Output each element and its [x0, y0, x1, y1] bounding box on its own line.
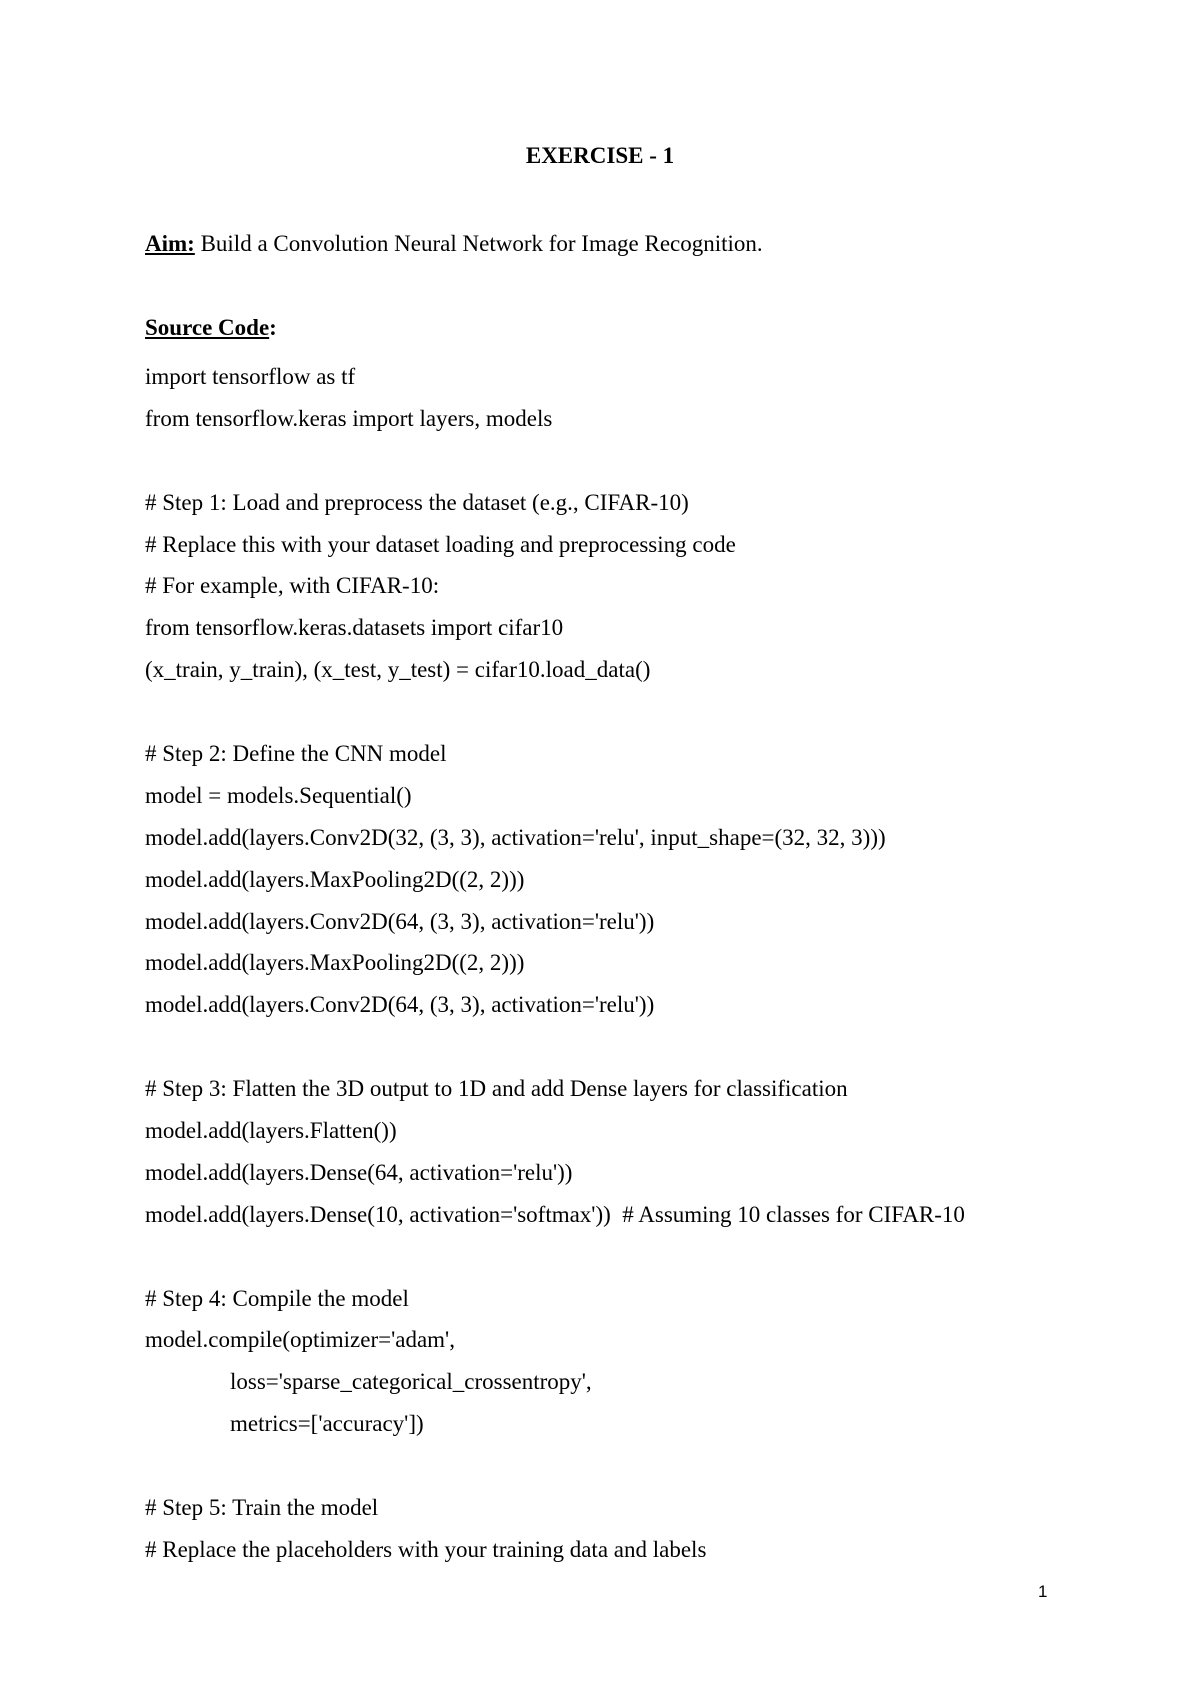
code-line: model.add(layers.Dense(64, activation='relu')) — [145, 1159, 573, 1185]
code-line: model.add(layers.MaxPooling2D((2, 2))) — [145, 866, 525, 892]
code-line: # Step 5: Train the model — [145, 1495, 379, 1521]
code-line: model.add(layers.Conv2D(64, (3, 3), activation='relu')) — [145, 992, 655, 1018]
code-line: loss='sparse_categorical_crossentropy', — [230, 1369, 592, 1395]
code-line: model.compile(optimizer='adam', — [145, 1327, 455, 1353]
code-line: model.add(layers.Dense(10, activation='softmax')) # Assuming 10 classes for CIFAR-10 — [145, 1201, 965, 1227]
code-line: metrics=['accuracy']) — [230, 1411, 424, 1437]
code-line: model = models.Sequential() — [145, 782, 412, 808]
code-line: # Replace this with your dataset loading and preprocessing code — [145, 531, 736, 557]
code-line: (x_train, y_train), (x_test, y_test) = cifar10.load_data() — [145, 657, 651, 683]
code-line: import tensorflow as tf — [145, 364, 356, 389]
code-line: # Step 2: Define the CNN model — [145, 741, 447, 767]
code-line: model.add(layers.Conv2D(32, (3, 3), activation='relu', input_shape=(32, 32, 3))) — [145, 824, 886, 850]
exercise-title: EXERCISE - 1 — [525, 143, 675, 168]
source-code-heading — [145, 314, 277, 342]
code-line: from tensorflow.keras.datasets import cifar10 — [145, 615, 564, 641]
code-blank-line — [145, 1026, 1145, 1068]
code-line: # Replace the placeholders with your training data and labels — [145, 1536, 707, 1562]
aim-label: Aim: — [145, 231, 195, 256]
code-blank-line — [145, 691, 1145, 733]
source-code-colon: : — [269, 315, 277, 340]
aim-text: Build a Convolution Neural Network for Image Recognition. — [194, 231, 763, 256]
page-number: 1 — [1038, 1582, 1048, 1601]
aim-paragraph — [145, 230, 763, 258]
code-line: # For example, with CIFAR-10: — [145, 573, 440, 599]
source-code-label: Source Code — [145, 315, 270, 340]
code-line: # Step 3: Flatten the 3D output to 1D and add Dense layers for classification — [145, 1076, 848, 1102]
code-line: from tensorflow.keras import layers, models — [145, 405, 553, 431]
code-line: # Step 4: Compile the model — [145, 1285, 409, 1311]
code-blank-line — [145, 1236, 1145, 1278]
code-line: model.add(layers.Flatten()) — [145, 1118, 397, 1144]
code-blank-line — [145, 1445, 1145, 1487]
code-blank-line — [145, 440, 1145, 482]
source-code-block — [145, 356, 1145, 1571]
code-line: # Step 1: Load and preprocess the dataset (e.g., CIFAR-10) — [145, 489, 689, 515]
code-line: model.add(layers.MaxPooling2D((2, 2))) — [145, 950, 525, 976]
code-line: model.add(layers.Conv2D(64, (3, 3), activation='relu')) — [145, 908, 655, 934]
